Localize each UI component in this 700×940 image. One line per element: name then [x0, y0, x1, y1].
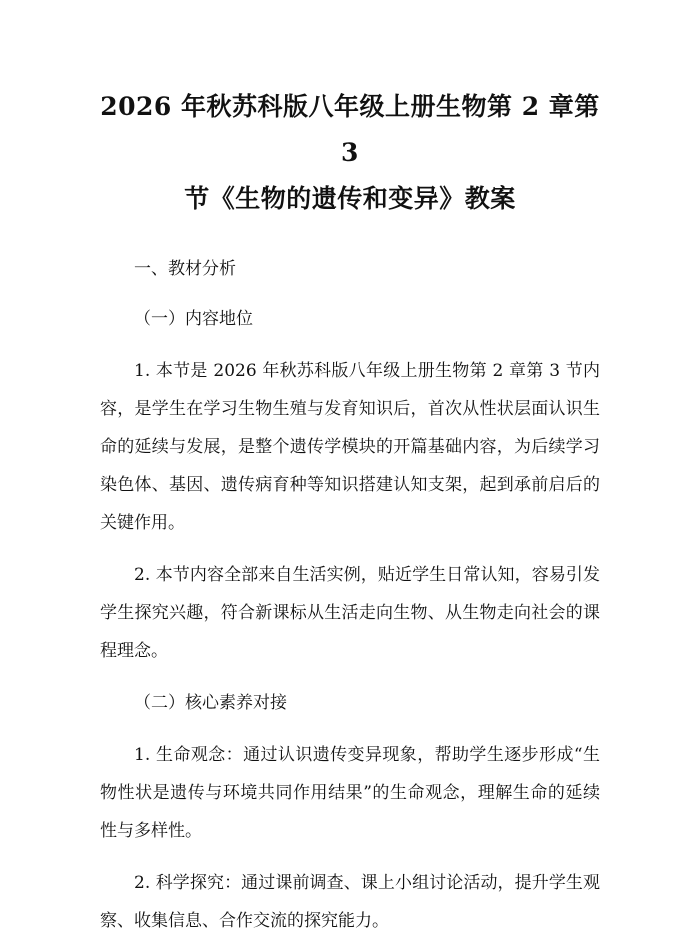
paragraph-life-concept: 1. 生命观念：通过认识遗传变异现象，帮助学生逐步形成“生物性状是遗传与环境共同作用结果”的生命观念，理解生命的延续性与多样性。	[100, 745, 600, 841]
subheading-core-literacy: （二）核心素养对接	[134, 693, 287, 713]
title-line-1: 2026 年秋苏科版八年级上册生物第 2 章第 3	[100, 92, 600, 167]
title-line-2: 节《生物的遗传和变异》教案	[184, 184, 516, 213]
document-title	[100, 0, 600, 222]
section-heading-textbook-analysis: 一、教材分析	[134, 259, 236, 279]
paragraph-scientific-inquiry: 2. 科学探究：通过课前调查、课上小组讨论活动，提升学生观察、收集信息、合作交流的探究能力。	[100, 873, 600, 931]
subheading-content-position: （一）内容地位	[134, 309, 253, 329]
paragraph-position-1: 1. 本节是 2026 年秋苏科版八年级上册生物第 2 章第 3 节内容，是学生在学习生物生殖与发育知识后，首次从性状层面认识生命的延续与发展，是整个遗传学模块的开篇基础内容，为后续学习染色体、基因、遗传病育种等知识搭建认知支架，起到承前启后的关键作用。	[100, 361, 600, 533]
paragraph-position-2: 2. 本节内容全部来自生活实例，贴近学生日常认知，容易引发学生探究兴趣，符合新课标从生活走向生物、从生物走向社会的课程理念。	[100, 565, 600, 661]
